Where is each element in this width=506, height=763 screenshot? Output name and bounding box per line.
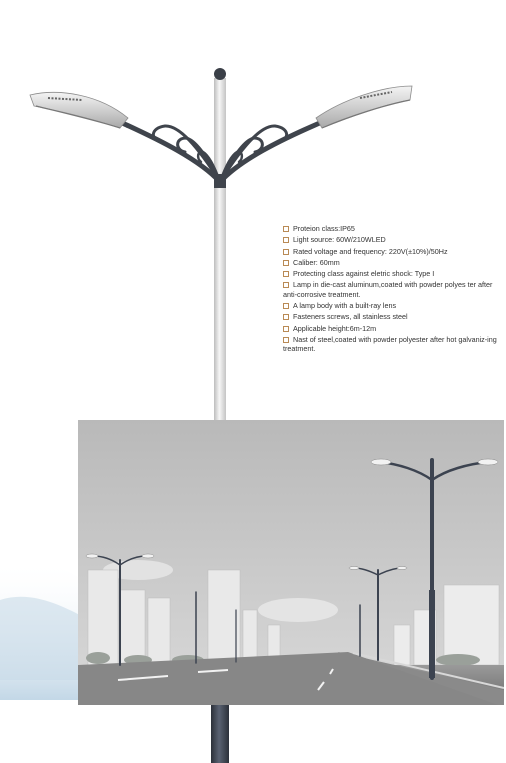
checkbox-square-icon: [283, 326, 289, 332]
spec-item: [283, 335, 499, 353]
checkbox-square-icon: [283, 260, 289, 266]
right-lamp-head: [316, 86, 412, 128]
checkbox-square-icon: [283, 249, 289, 255]
pole-finial: [214, 68, 226, 80]
checkbox-square-icon: [283, 237, 289, 243]
spec-text: Caliber: 60mm: [293, 257, 340, 267]
spec-item: [283, 312, 499, 321]
spec-item: [283, 235, 499, 244]
street-scene-image: [78, 420, 504, 705]
checkbox-square-icon: [283, 303, 289, 309]
spec-text: Rated voltage and frequency: 220V(±10%)/50Hz: [293, 246, 448, 256]
spec-text: Light source: 60W/210WLED: [293, 235, 386, 245]
spec-text: A lamp body with a built-ray lens: [293, 300, 397, 310]
pole-lower: [211, 705, 229, 763]
spec-list: [283, 224, 499, 355]
pole-upper: [214, 78, 226, 423]
spec-text: Protecting class against eletric shock: Type I: [293, 269, 435, 279]
spec-item: [283, 301, 499, 310]
checkbox-square-icon: [283, 226, 289, 232]
spec-item: [283, 324, 499, 333]
mist-decoration: [0, 559, 90, 700]
spec-item: [283, 258, 499, 267]
spec-item: [283, 247, 499, 256]
checkbox-square-icon: [283, 337, 289, 343]
spec-item: [283, 280, 499, 298]
spec-text: Lamp in die-cast aluminum,coated with powder polyes ter after anti-corrosive treatment.: [283, 280, 493, 299]
street-scene-photo: [78, 420, 504, 705]
checkbox-square-icon: [283, 314, 289, 320]
arm-collar: [214, 174, 226, 188]
checkbox-square-icon: [283, 271, 289, 277]
spec-text: Applicable height:6m-12m: [293, 323, 377, 333]
left-lamp-head: [30, 92, 128, 128]
spec-text: Fasteners screws, all stainless steel: [293, 312, 408, 322]
spec-text: Proteion class:IP65: [293, 224, 355, 233]
spec-item: [283, 224, 499, 233]
spec-item: [283, 269, 499, 278]
checkbox-square-icon: [283, 282, 289, 288]
spec-text: Nast of steel,coated with powder polyester after hot galvaniz-ing treatment.: [283, 334, 497, 354]
